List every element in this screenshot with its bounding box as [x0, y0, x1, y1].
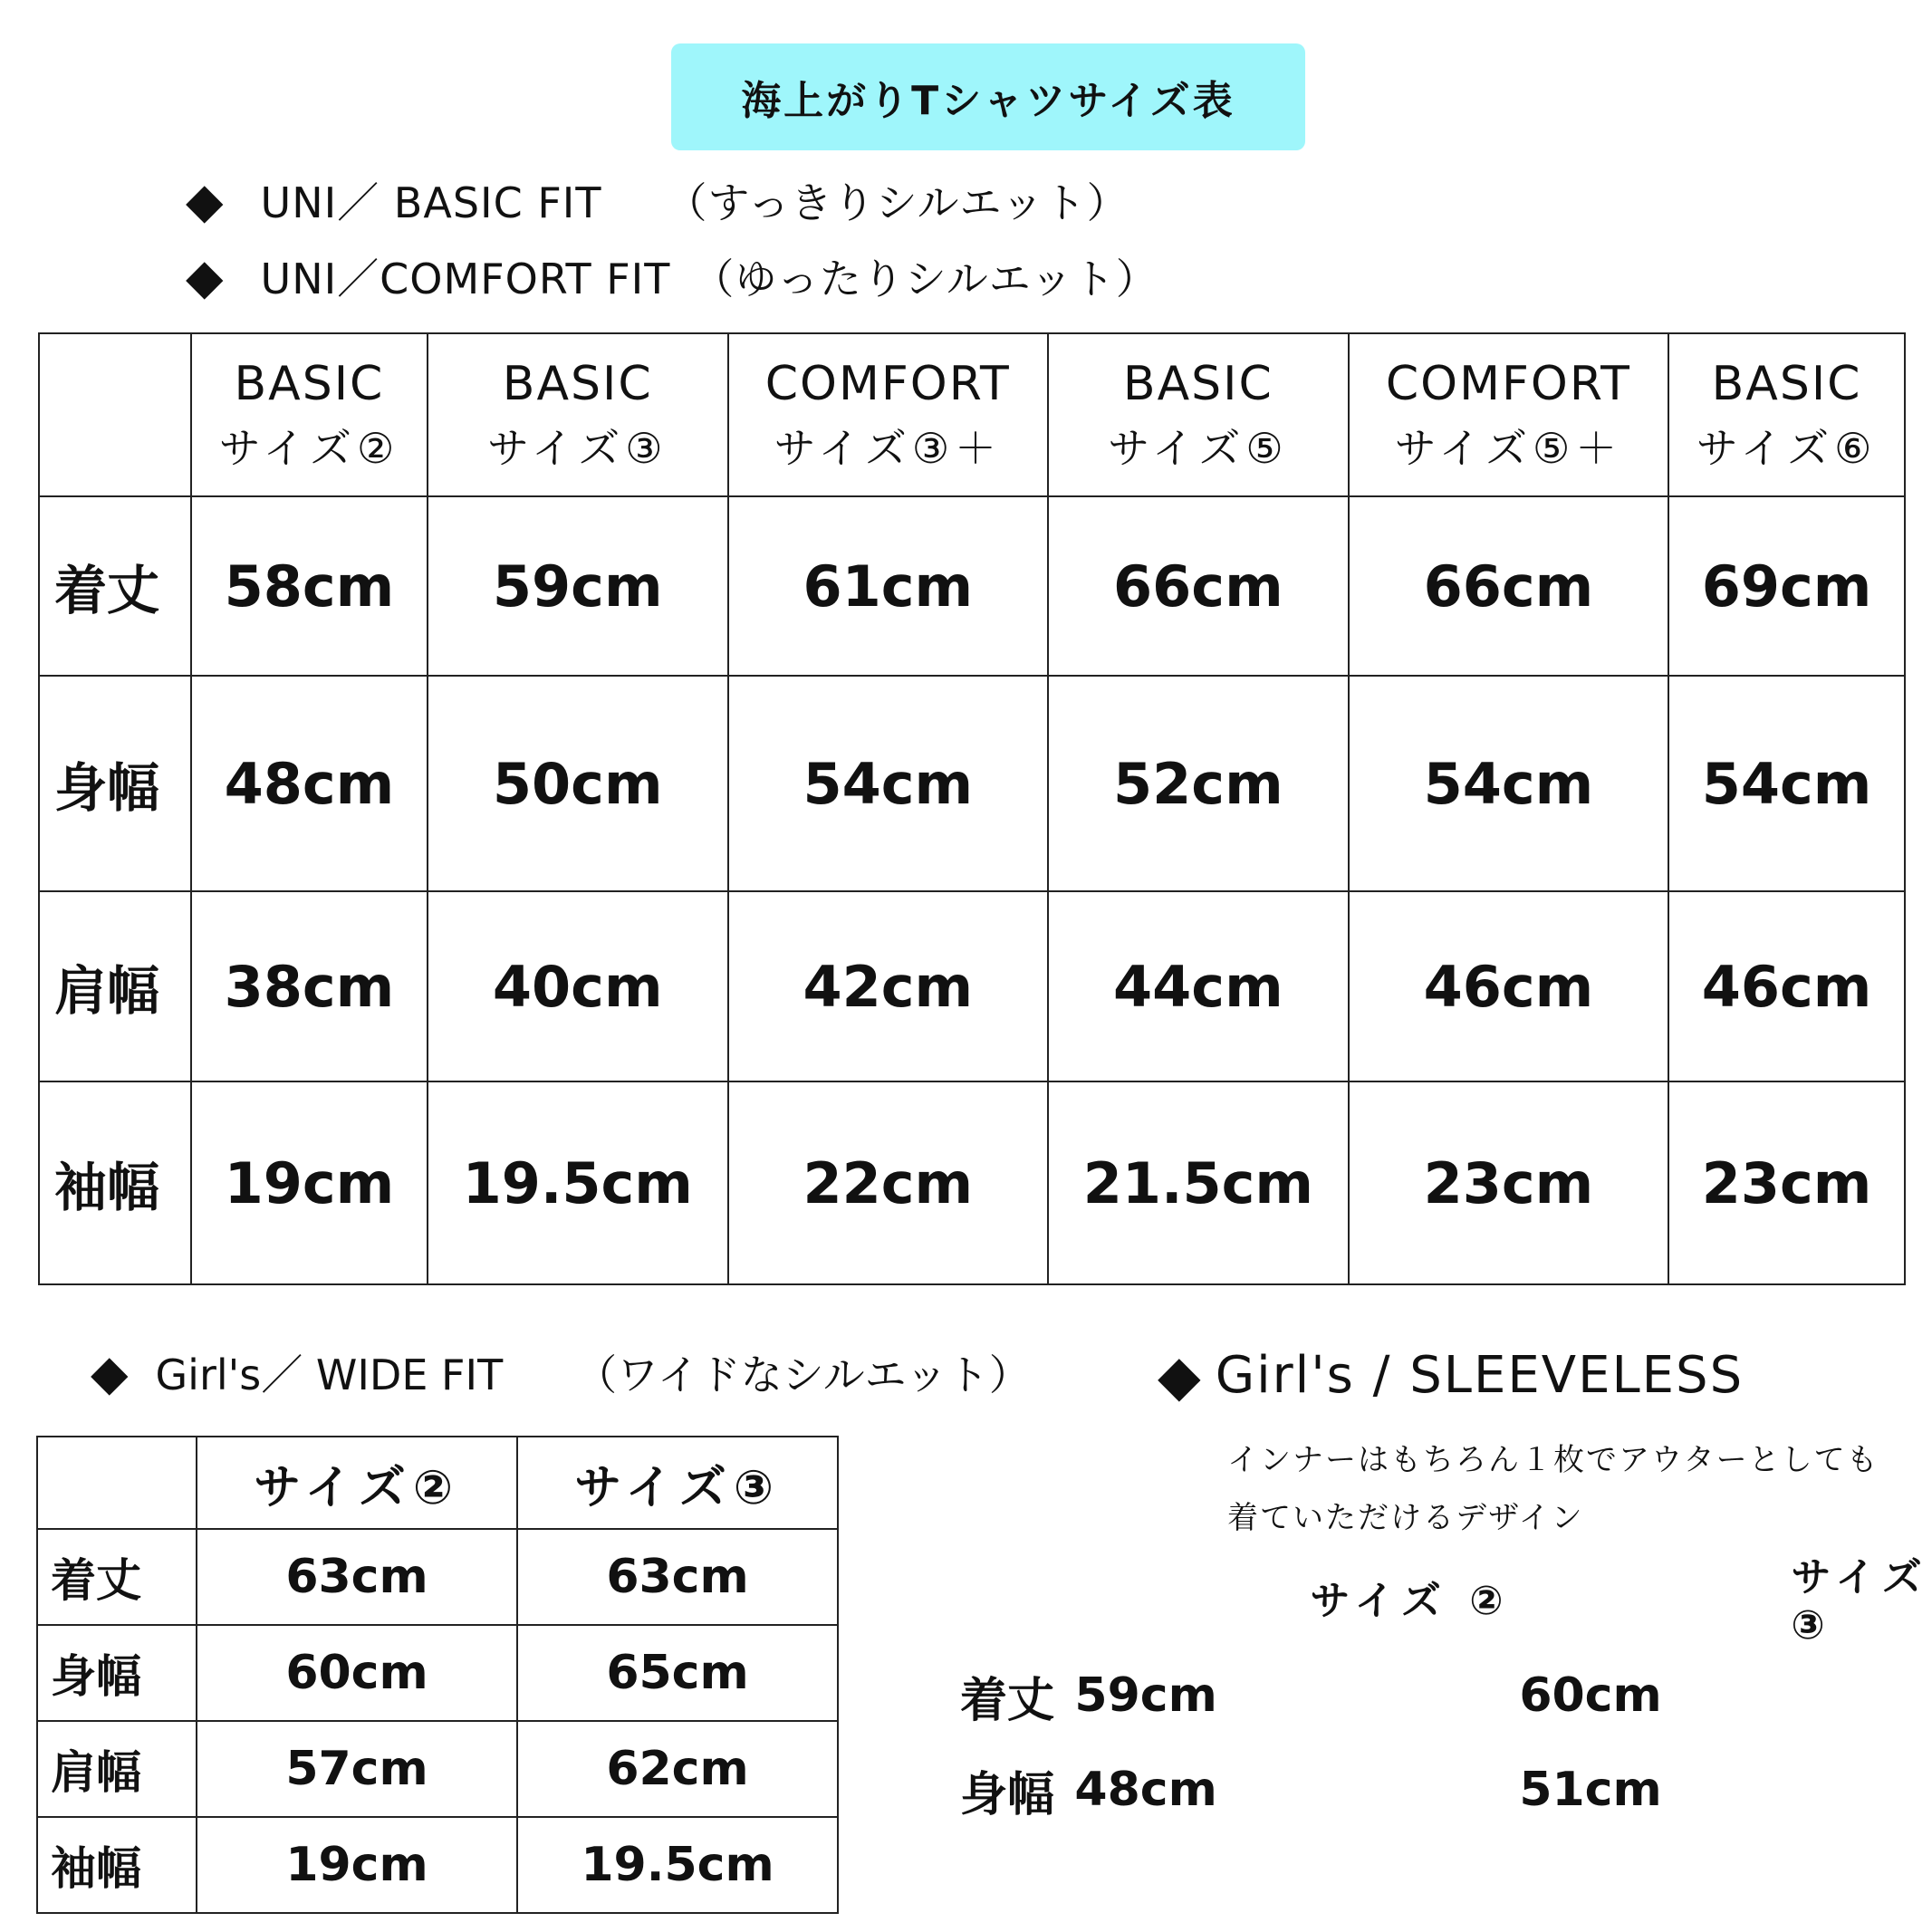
legend-fit-name: UNI／COMFORT FIT: [260, 255, 671, 303]
corner-cell: [39, 333, 191, 496]
table-cell: 58cm: [191, 496, 428, 676]
table-row: [960, 1648, 1932, 1743]
table-cell: 40cm: [428, 891, 728, 1081]
section-title: Girl's / SLEEVELESS: [1215, 1346, 1745, 1405]
column-header: BASIC サイズ⑤: [1048, 333, 1349, 496]
column-header: BASIC サイズ③: [428, 333, 728, 496]
table-cell: 21.5cm: [1048, 1081, 1349, 1284]
table-cell: 61cm: [728, 496, 1048, 676]
row-label: 肩幅: [37, 1721, 197, 1817]
table-cell: 54cm: [1349, 676, 1668, 891]
table-cell: 57cm: [197, 1721, 517, 1817]
table-cell: 48cm: [1074, 1763, 1217, 1817]
note-line: インナーはもちろん１枚でアウターとしても: [1227, 1442, 1879, 1478]
table-cell: 22cm: [728, 1081, 1048, 1284]
table-cell: 19.5cm: [428, 1081, 728, 1284]
table-header-row: [39, 333, 1905, 496]
table-cell: 69cm: [1668, 496, 1905, 676]
section-title: Girl's／ WIDE FIT: [155, 1350, 504, 1399]
diamond-icon: ◆: [1158, 1342, 1203, 1408]
girls-wide-table: [36, 1436, 839, 1914]
uni-size-table: [38, 332, 1906, 1285]
table-cell: 66cm: [1048, 496, 1349, 676]
table-cell: 50cm: [428, 676, 728, 891]
table-row: [37, 1625, 838, 1721]
sleeveless-note: [1227, 1431, 1879, 1547]
legend-fit-desc: （すっきりシルエット）: [665, 178, 1129, 227]
column-header: BASIC サイズ②: [191, 333, 428, 496]
table-cell: 62cm: [517, 1721, 838, 1817]
corner-cell: [960, 1544, 1074, 1648]
row-label: 身幅: [39, 676, 191, 891]
table-cell: 63cm: [197, 1529, 517, 1625]
row-label: 着丈: [960, 1673, 1055, 1728]
table-cell: 54cm: [728, 676, 1048, 891]
row-label: 着丈: [37, 1529, 197, 1625]
diamond-icon: ◆: [91, 1343, 129, 1401]
girls-sleeveless-heading: [1158, 1342, 1744, 1408]
column-header: サイズ ②: [1310, 1577, 1511, 1624]
legend-comfort-fit: [186, 246, 1158, 306]
table-cell: 65cm: [517, 1625, 838, 1721]
row-label: 袖幅: [37, 1817, 197, 1913]
table-cell: 19cm: [191, 1081, 428, 1284]
table-row: [39, 676, 1905, 891]
page-title: 海上がりTシャツサイズ表: [671, 43, 1305, 150]
girls-wide-heading: [91, 1342, 1031, 1402]
column-header: COMFORT サイズ⑤＋: [1349, 333, 1668, 496]
diamond-icon: ◆: [186, 247, 225, 305]
row-label: 袖幅: [39, 1081, 191, 1284]
table-row: [960, 1743, 1932, 1837]
table-row: [37, 1721, 838, 1817]
table-cell: 60cm: [1519, 1668, 1662, 1723]
table-cell: 42cm: [728, 891, 1048, 1081]
table-row: [39, 891, 1905, 1081]
table-row: [37, 1529, 838, 1625]
row-label: 着丈: [39, 496, 191, 676]
row-label: 肩幅: [39, 891, 191, 1081]
column-header: サイズ②: [197, 1437, 517, 1529]
table-cell: 54cm: [1668, 676, 1905, 891]
section-desc: （ワイドなシルエット）: [575, 1350, 1031, 1399]
table-cell: 52cm: [1048, 676, 1349, 891]
note-line: 着ていただけるデザイン: [1227, 1500, 1584, 1536]
table-cell: 59cm: [1074, 1668, 1217, 1723]
table-cell: 60cm: [197, 1625, 517, 1721]
column-header: COMFORT サイズ③＋: [728, 333, 1048, 496]
table-row: [39, 1081, 1905, 1284]
corner-cell: [37, 1437, 197, 1529]
table-cell: 48cm: [191, 676, 428, 891]
table-cell: 66cm: [1349, 496, 1668, 676]
table-header-row: [37, 1437, 838, 1529]
table-cell: 38cm: [191, 891, 428, 1081]
table-cell: 23cm: [1349, 1081, 1668, 1284]
table-cell: 19.5cm: [517, 1817, 838, 1913]
table-header-row: [960, 1544, 1932, 1648]
table-cell: 46cm: [1349, 891, 1668, 1081]
legend-basic-fit: [186, 170, 1129, 230]
diamond-icon: ◆: [186, 171, 225, 229]
table-cell: 59cm: [428, 496, 728, 676]
row-label: 身幅: [37, 1625, 197, 1721]
table-cell: 23cm: [1668, 1081, 1905, 1284]
table-cell: 19cm: [197, 1817, 517, 1913]
table-row: [37, 1817, 838, 1913]
table-row: [39, 496, 1905, 676]
table-cell: 63cm: [517, 1529, 838, 1625]
row-label: 身幅: [960, 1767, 1055, 1822]
column-header: BASIC サイズ⑥: [1668, 333, 1905, 496]
table-cell: 44cm: [1048, 891, 1349, 1081]
column-header: サイズ③: [517, 1437, 838, 1529]
legend-fit-desc: （ゆったりシルエット）: [692, 255, 1158, 303]
column-header: サイズ③: [1791, 1554, 1929, 1648]
legend-fit-name: UNI／ BASIC FIT: [260, 178, 602, 227]
table-cell: 46cm: [1668, 891, 1905, 1081]
table-cell: 51cm: [1519, 1763, 1662, 1817]
girls-sleeveless-table: [960, 1544, 1932, 1837]
